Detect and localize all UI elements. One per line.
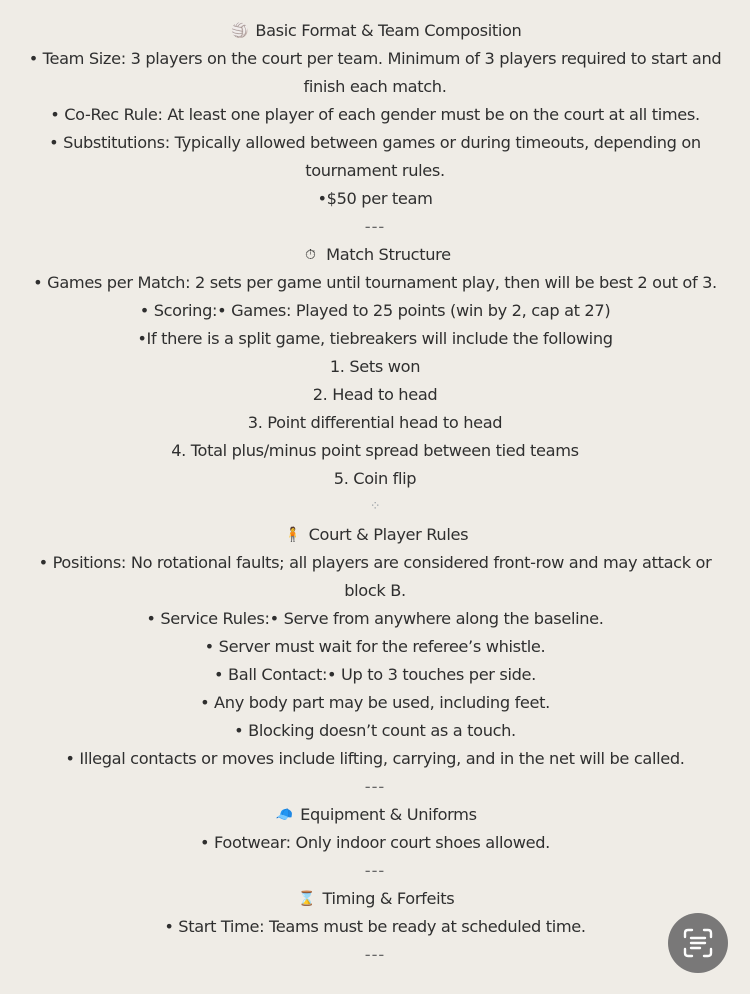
text-line: • Start Time: Teams must be ready at scheduled time.	[164, 917, 586, 936]
section-separator: ---	[364, 945, 386, 964]
text-line: • Blocking doesn’t count as a touch.	[234, 721, 516, 740]
text-scan-button[interactable]	[668, 913, 728, 973]
text-line: • Games per Match: 2 sets per game until tournament play, then will be best 2 out of 3.	[33, 273, 717, 292]
text-line: • Positions: No rotational faults; all players are considered front-row and may attack or	[38, 553, 712, 572]
text-line: • Illegal contacts or moves include lifting, carrying, and in the net will be called.	[65, 749, 685, 768]
section-heading-basic-format	[0, 17, 750, 45]
section-heading-court-player-rules	[0, 521, 750, 549]
heading-text: Match Structure	[326, 245, 451, 264]
heading-text: Timing & Forfeits	[322, 889, 455, 908]
text-line: tournament rules.	[305, 161, 445, 180]
section-separator: ---	[364, 861, 386, 880]
text-line: • Co-Rec Rule: At least one player of each gender must be on the court at all times.	[50, 105, 700, 124]
section-heading-equipment-uniforms	[0, 801, 750, 829]
person-icon: 🧍	[284, 527, 302, 543]
rules-document	[0, 17, 750, 969]
text-line: • Service Rules:• Serve from anywhere along the baseline.	[146, 609, 604, 628]
text-line: finish each match.	[303, 77, 447, 96]
text-line: • Ball Contact:• Up to 3 touches per side.	[214, 665, 536, 684]
heading-text: Court & Player Rules	[308, 525, 469, 544]
text-line: •If there is a split game, tiebreakers will include the following	[137, 329, 613, 348]
text-line: • Substitutions: Typically allowed between games or during timeouts, depending on	[49, 133, 701, 152]
text-line: 5. Coin flip	[333, 469, 417, 488]
hourglass-icon: ⌛	[298, 891, 316, 907]
text-line: 2. Head to head	[312, 385, 438, 404]
text-line: •$50 per team	[317, 189, 433, 208]
section-heading-timing-forfeits	[0, 885, 750, 913]
heading-text: Equipment & Uniforms	[300, 805, 477, 824]
text-line: 4. Total plus/minus point spread between tied teams	[171, 441, 579, 460]
text-scan-icon	[681, 926, 715, 960]
text-line: 1. Sets won	[329, 357, 421, 376]
text-line: • Server must wait for the referee’s whistle.	[204, 637, 546, 656]
sparkle-icon: ⁘	[369, 499, 381, 514]
section-separator: ---	[364, 217, 386, 236]
volleyball-icon: 🏐	[230, 23, 249, 39]
text-line: • Footwear: Only indoor court shoes allowed.	[200, 833, 550, 852]
stopwatch-icon: ⏱	[305, 247, 316, 263]
section-separator: ---	[364, 777, 386, 796]
text-line: • Any body part may be used, including feet.	[200, 693, 550, 712]
cap-icon: 🧢	[275, 807, 293, 823]
text-line: • Team Size: 3 players on the court per team. Minimum of 3 players required to start and	[28, 49, 722, 68]
text-line: 3. Point differential head to head	[247, 413, 503, 432]
text-line: block B.	[344, 581, 406, 600]
text-line: • Scoring:• Games: Played to 25 points (win by 2, cap at 27)	[139, 301, 611, 320]
heading-text: Basic Format & Team Composition	[255, 21, 522, 40]
section-heading-match-structure	[0, 241, 750, 269]
